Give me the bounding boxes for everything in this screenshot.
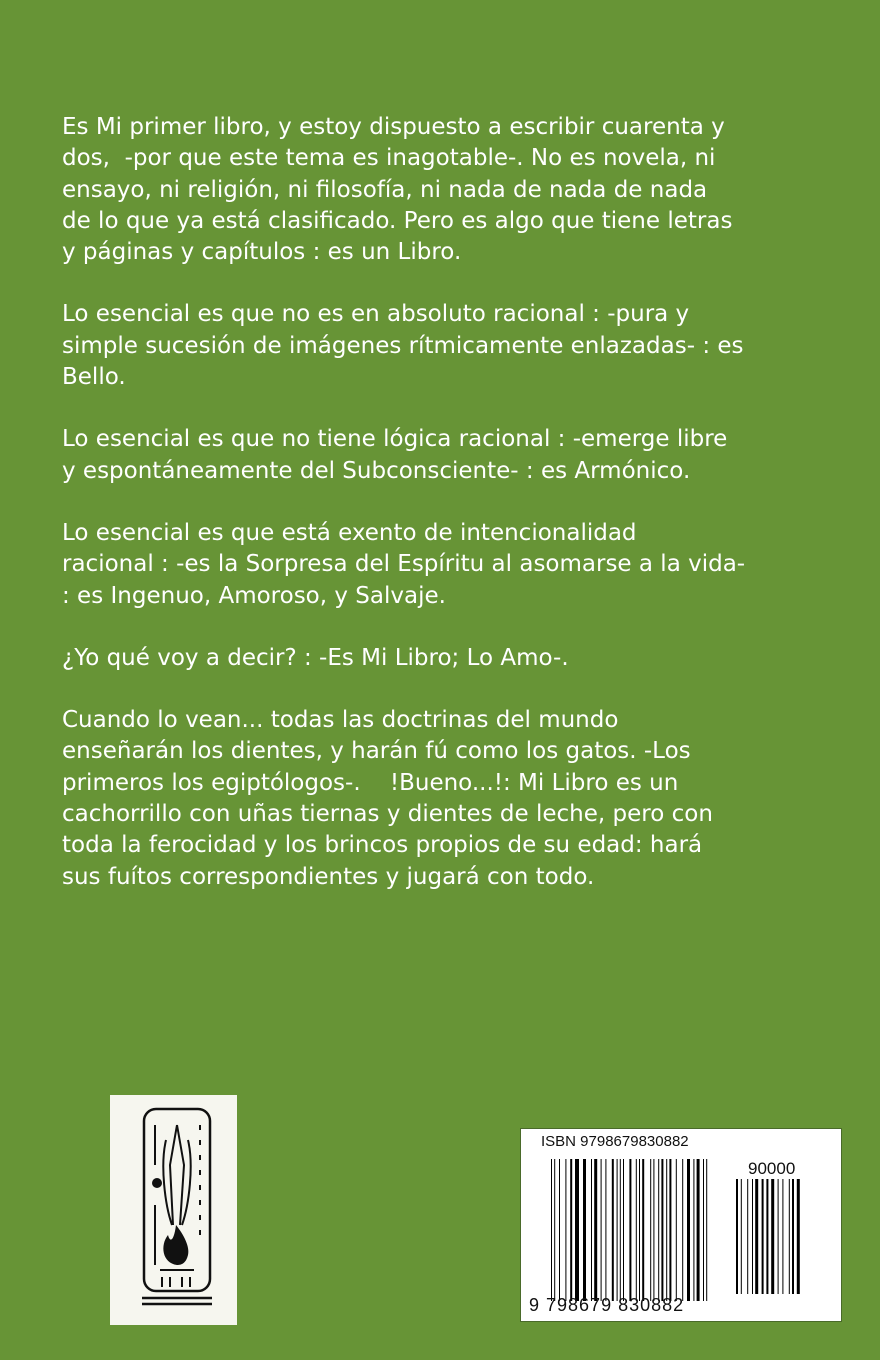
blurb-line: Lo esencial es que no es en absoluto racional : -pura y — [62, 301, 690, 328]
barcode-bar — [766, 1179, 768, 1294]
barcode-bar — [612, 1159, 614, 1301]
barcode-bar — [653, 1159, 654, 1301]
barcode-bar — [570, 1159, 572, 1301]
barcode-digits: 9 798679 830882 — [529, 1295, 685, 1315]
blurb-line: : es Ingenuo, Amoroso, y Salvaje. — [62, 582, 446, 609]
barcode-bar — [559, 1159, 560, 1301]
blurb-paragraph — [62, 299, 862, 393]
blurb-line: simple sucesión de imágenes rítmicamente enlazadas- : es — [62, 332, 744, 359]
barcode-bar — [703, 1159, 704, 1301]
blurb-paragraph — [62, 518, 862, 612]
barcode-bar — [797, 1179, 800, 1294]
addon-bars — [736, 1179, 826, 1297]
barcode-bar — [762, 1179, 764, 1294]
barcode-bar — [617, 1159, 618, 1301]
barcode-bar — [682, 1159, 683, 1301]
blurb-paragraph — [62, 705, 862, 893]
barcode-bar — [747, 1179, 748, 1294]
blurb-line: Lo esencial es que no tiene lógica racional : -emerge libre — [62, 426, 728, 453]
blurb-line: dos, -por que este tema es inagotable-. No es novela, ni — [62, 145, 716, 172]
barcode-bar — [782, 1179, 783, 1294]
blurb-line: Cuando lo vean... todas las doctrinas del mundo — [62, 707, 619, 734]
barcode-bar — [741, 1179, 742, 1294]
barcode-bar — [650, 1159, 651, 1301]
barcode-bar — [583, 1159, 586, 1301]
isbn-label: ISBN 9798679830882 — [541, 1133, 689, 1150]
barcode-bar — [697, 1159, 700, 1301]
blurb-line: toda la ferocidad y los brincos propios de su edad: hará — [62, 832, 703, 859]
blurb-line: Bello. — [62, 364, 126, 391]
publisher-logo — [110, 1095, 237, 1325]
barcode-bar — [629, 1159, 631, 1301]
barcode-bar — [591, 1159, 592, 1301]
blurb-line: racional : -es la Sorpresa del Espíritu al asomarse a la vida- — [62, 551, 746, 578]
barcode-bar — [639, 1159, 640, 1301]
blurb-paragraph — [62, 643, 862, 674]
blurb-paragraph — [62, 112, 862, 268]
barcode-bar — [551, 1159, 552, 1301]
blurb-paragraph — [62, 424, 862, 487]
blurb-line: ¿Yo qué voy a decir? : -Es Mi Libro; Lo Amo-. — [62, 644, 569, 671]
ean-bars — [551, 1159, 726, 1304]
barcode-bar — [658, 1159, 659, 1301]
blurb-line: sus fuítos correspondientes y jugará con todo. — [62, 863, 595, 890]
blurb-line: enseñarán los dientes, y harán fú como los gatos. -Los — [62, 738, 691, 765]
barcode-bar — [755, 1179, 758, 1294]
barcode-bar — [605, 1159, 606, 1301]
barcode-bar — [642, 1159, 644, 1301]
barcode-bar — [623, 1159, 624, 1301]
blurb-line: de lo que ya está clasificado. Pero es algo que tiene letras — [62, 207, 733, 234]
blurb-line: y páginas y capítulos : es un Libro. — [62, 239, 462, 266]
barcode-bar — [693, 1159, 694, 1301]
barcode-bar — [771, 1179, 774, 1294]
barcode-bar — [601, 1159, 602, 1301]
barcode-bar — [676, 1159, 677, 1301]
barcode-bar — [666, 1159, 667, 1301]
barcode-bar — [620, 1159, 621, 1301]
barcode-bar — [706, 1159, 707, 1301]
isbn-barcode — [520, 1128, 842, 1322]
barcode-bar — [752, 1179, 753, 1294]
barcode-bar — [565, 1159, 566, 1301]
barcode-bar — [669, 1159, 671, 1301]
blurb-line: Lo esencial es que está exento de intencionalidad — [62, 519, 637, 546]
barcode-bar — [636, 1159, 637, 1301]
barcode-bar — [736, 1179, 738, 1294]
blurb-line: Es Mi primer libro, y estoy dispuesto a escribir cuarenta y — [62, 114, 725, 140]
blurb-line: ensayo, ni religión, ni filosofía, ni nada de nada de nada — [62, 176, 708, 203]
barcode-bar — [792, 1179, 794, 1294]
barcode-bar — [594, 1159, 597, 1301]
barcode-bar — [687, 1159, 690, 1301]
blurb-line: cachorrillo con uñas tiernas y dientes de leche, pero con — [62, 801, 713, 828]
barcode-bar — [661, 1159, 663, 1301]
back-cover-blurb — [62, 112, 862, 924]
barcode-bar — [789, 1179, 790, 1294]
barcode-bar — [778, 1179, 779, 1294]
blurb-line: y espontáneamente del Subconsciente- : es Armónico. — [62, 457, 691, 484]
barcode-bar — [554, 1159, 555, 1301]
price-code: 90000 — [748, 1159, 796, 1178]
blurb-line: primeros los egiptólogos-. !Bueno...!: Mi Libro es un — [62, 769, 679, 796]
barcode-bar — [575, 1159, 579, 1301]
lotus-flame-cartouche-icon — [110, 1095, 237, 1325]
